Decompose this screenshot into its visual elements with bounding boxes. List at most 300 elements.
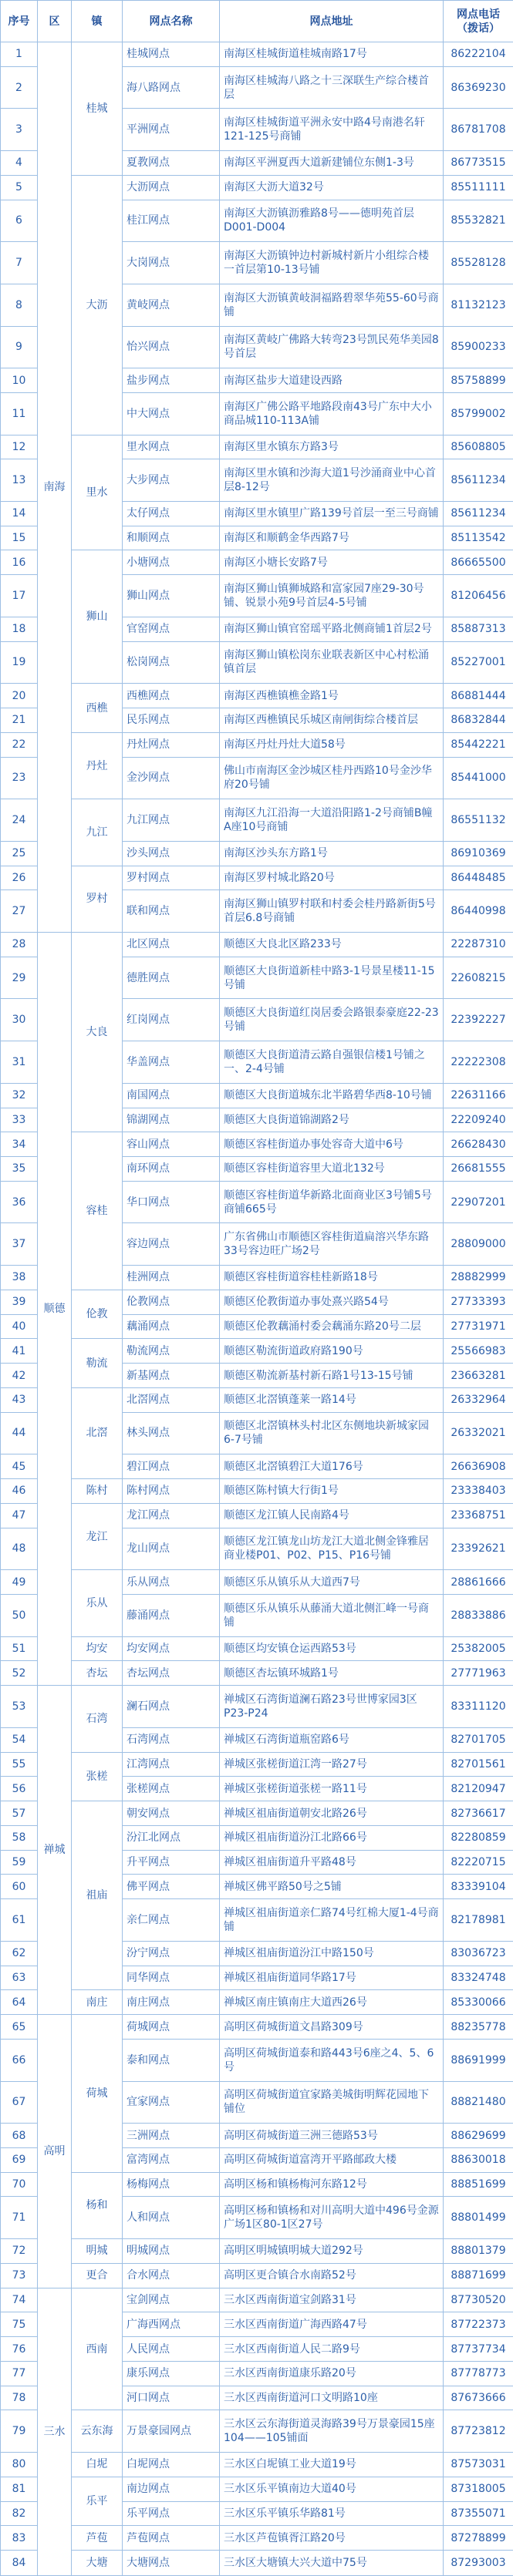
outlet-address: 南海区大沥镇钟边村新城村新片小组综合楼一首层第10-13号铺 <box>220 242 444 284</box>
outlet-address: 三水区白坭镇工业大道19号 <box>220 2453 444 2477</box>
outlet-phone: 26681555 <box>444 1157 513 1182</box>
row-number: 8 <box>1 284 38 326</box>
town-cell: 大塘 <box>72 2551 123 2576</box>
outlet-address: 高明区荷城街道三洲三德路53号 <box>220 2124 444 2148</box>
outlet-name: 中大网点 <box>123 392 220 435</box>
outlet-address: 禅城区佛平路50号之5铺 <box>220 1875 444 1899</box>
row-number: 45 <box>1 1454 38 1479</box>
outlet-name: 南边网点 <box>123 2477 220 2501</box>
outlet-phone: 82701705 <box>444 1727 513 1752</box>
table-row <box>1 175 513 200</box>
outlet-phone: 22287310 <box>444 933 513 957</box>
row-number: 43 <box>1 1387 38 1412</box>
outlet-phone: 83311120 <box>444 1686 513 1728</box>
table-row <box>1 2263 513 2288</box>
row-number: 17 <box>1 575 38 617</box>
outlet-address: 高明区明城镇明城大道292号 <box>220 2239 444 2264</box>
outlet-address: 佛山市南海区金沙城区桂丹西路10号金沙华府20号铺 <box>220 757 444 799</box>
outlet-address: 顺德区大良街道新桂中路3-1号景星楼11-15号铺 <box>220 957 444 999</box>
outlet-address: 南海区广佛公路平地路段南43号广东中大小商品城110-113A铺 <box>220 392 444 435</box>
outlet-name: 广海西网点 <box>123 2312 220 2337</box>
outlet-phone: 27771963 <box>444 1661 513 1686</box>
town-cell: 石湾 <box>72 1686 123 1752</box>
table-row <box>1 1479 513 1504</box>
row-number: 25 <box>1 841 38 866</box>
town-cell: 西樵 <box>72 684 123 733</box>
outlet-name: 容山网点 <box>123 1132 220 1157</box>
outlet-name: 南庄网点 <box>123 1990 220 2015</box>
town-cell: 南庄 <box>72 1990 123 2015</box>
header-no: 序号 <box>1 1 38 42</box>
outlet-phone: 22392227 <box>444 999 513 1041</box>
town-cell: 大沥 <box>72 175 123 435</box>
outlet-address: 顺德区杏坛镇环城路1号 <box>220 1661 444 1686</box>
row-number: 23 <box>1 757 38 799</box>
table-row <box>1 2551 513 2576</box>
header-district: 区 <box>38 1 72 42</box>
outlet-name: 泰和网点 <box>123 2039 220 2081</box>
outlet-address: 南海区黄岐广佛路大转弯23号凯民苑华美园8号首层 <box>220 326 444 368</box>
row-number: 57 <box>1 1801 38 1826</box>
table-row <box>1 2526 513 2551</box>
row-number: 79 <box>1 2410 38 2453</box>
header-outlet-name: 网点名称 <box>123 1 220 42</box>
row-number: 71 <box>1 2197 38 2239</box>
outlet-address: 三水区芦苞镇胥江路20号 <box>220 2526 444 2551</box>
outlet-phone: 86773515 <box>444 151 513 176</box>
row-number: 2 <box>1 66 38 109</box>
outlet-name: 德胜网点 <box>123 957 220 999</box>
town-cell: 明城 <box>72 2239 123 2264</box>
outlet-address: 禅城区祖庙街道升平路48号 <box>220 1850 444 1875</box>
district-cell: 高明 <box>38 2015 72 2288</box>
outlet-address: 三水区西南街道宝剑路31号 <box>220 2288 444 2312</box>
row-number: 61 <box>1 1899 38 1942</box>
row-number: 7 <box>1 242 38 284</box>
outlet-name: 桂江网点 <box>123 200 220 242</box>
row-number: 55 <box>1 1752 38 1777</box>
outlet-phone: 26636908 <box>444 1454 513 1479</box>
outlet-address: 南海区大沥大道32号 <box>220 175 444 200</box>
outlet-phone: 87318005 <box>444 2477 513 2501</box>
row-number: 39 <box>1 1290 38 1314</box>
outlet-address: 南海区狮山镇罗村联和村委会桂丹路新街5号首层6.8号商铺 <box>220 890 444 933</box>
outlet-address: 南海区丹灶丹灶大道58号 <box>220 732 444 757</box>
outlet-name: 佛平网点 <box>123 1875 220 1899</box>
outlet-phone: 88801379 <box>444 2239 513 2264</box>
outlet-address: 顺德区乐从镇乐从大道西7号 <box>220 1570 444 1595</box>
outlet-phone: 27731971 <box>444 1314 513 1339</box>
town-cell: 罗村 <box>72 866 123 932</box>
outlet-address: 南海区平洲夏西大道新建铺位东侧1-3号 <box>220 151 444 176</box>
row-number: 50 <box>1 1595 38 1637</box>
row-number: 60 <box>1 1875 38 1899</box>
row-number: 38 <box>1 1266 38 1290</box>
town-cell: 荷城 <box>72 2015 123 2173</box>
row-number: 3 <box>1 109 38 151</box>
outlet-address: 顺德区勒流新基村新石路1号13-15号铺 <box>220 1364 444 1388</box>
outlet-address: 南海区罗村城北路20号 <box>220 866 444 890</box>
table-row <box>1 866 513 890</box>
table-row <box>1 2239 513 2264</box>
row-number: 56 <box>1 1777 38 1801</box>
outlet-phone: 23368751 <box>444 1503 513 1528</box>
outlet-address: 顺德区大良街道清云路自强银信楼1号铺之一、2-4号铺 <box>220 1041 444 1084</box>
outlet-phone: 87730520 <box>444 2288 513 2312</box>
outlet-name: 联和网点 <box>123 890 220 933</box>
outlet-name: 大岗网点 <box>123 242 220 284</box>
row-number: 82 <box>1 2501 38 2526</box>
header-row <box>1 1 513 42</box>
outlet-name: 升平网点 <box>123 1850 220 1875</box>
outlet-phone: 87278899 <box>444 2526 513 2551</box>
row-number: 74 <box>1 2288 38 2312</box>
outlet-phone: 83324748 <box>444 1966 513 1990</box>
outlet-address: 禅城区石湾街道瓶窑路6号 <box>220 1727 444 1752</box>
row-number: 19 <box>1 641 38 684</box>
row-number: 67 <box>1 2081 38 2124</box>
row-number: 15 <box>1 526 38 550</box>
outlet-phone: 86665500 <box>444 550 513 575</box>
town-cell: 龙江 <box>72 1503 123 1569</box>
outlet-phone: 87723812 <box>444 2410 513 2453</box>
header-town: 镇 <box>72 1 123 42</box>
row-number: 48 <box>1 1528 38 1570</box>
row-number: 16 <box>1 550 38 575</box>
outlet-address: 高明区荷城街道文昌路309号 <box>220 2015 444 2040</box>
outlet-phone: 85113542 <box>444 526 513 550</box>
outlet-name: 澜石网点 <box>123 1686 220 1728</box>
outlet-name: 汾宁网点 <box>123 1941 220 1966</box>
row-number: 81 <box>1 2477 38 2501</box>
row-number: 62 <box>1 1941 38 1966</box>
outlet-name: 宜家网点 <box>123 2081 220 2124</box>
outlet-address: 禅城区张槎街道江湾一路27号 <box>220 1752 444 1777</box>
outlet-address: 禅城区祖庙街道同华路17号 <box>220 1966 444 1990</box>
row-number: 1 <box>1 42 38 67</box>
outlet-phone: 82220715 <box>444 1850 513 1875</box>
outlet-address: 顺德区大良街道城东北半路碧华西8-10号铺 <box>220 1083 444 1108</box>
outlet-name: 江湾网点 <box>123 1752 220 1777</box>
table-row <box>1 2172 513 2197</box>
table-row <box>1 933 513 957</box>
outlet-phone: 85611234 <box>444 501 513 526</box>
outlet-name: 里水网点 <box>123 435 220 459</box>
outlet-name: 张槎网点 <box>123 1777 220 1801</box>
outlet-name: 怡兴网点 <box>123 326 220 368</box>
outlet-phone: 82178981 <box>444 1899 513 1942</box>
outlet-address: 南海区桂城街道桂城南路17号 <box>220 42 444 67</box>
row-number: 24 <box>1 799 38 842</box>
row-number: 70 <box>1 2172 38 2197</box>
outlet-address: 高明区荷城街道富湾开平路邮政大楼 <box>220 2147 444 2172</box>
outlet-phone: 86881444 <box>444 684 513 708</box>
outlet-name: 夏教网点 <box>123 151 220 176</box>
outlet-phone: 86551132 <box>444 799 513 842</box>
outlet-name: 朝安网点 <box>123 1801 220 1826</box>
town-cell: 容桂 <box>72 1132 123 1290</box>
outlet-phone: 88871699 <box>444 2263 513 2288</box>
outlet-address: 禅城区张槎街道张槎一路11号 <box>220 1777 444 1801</box>
district-cell: 禅城 <box>38 1686 72 2015</box>
table-row <box>1 1801 513 1826</box>
outlet-phone: 22907201 <box>444 1181 513 1223</box>
outlet-phone: 86781708 <box>444 109 513 151</box>
outlet-phone: 88235778 <box>444 2015 513 2040</box>
outlet-name: 同华网点 <box>123 1966 220 1990</box>
table-row <box>1 2453 513 2477</box>
town-cell: 杨和 <box>72 2172 123 2238</box>
outlet-name: 红岗网点 <box>123 999 220 1041</box>
outlet-address: 南海区狮山镇官窑瑶平路北侧商铺1首层2号 <box>220 617 444 641</box>
outlet-name: 桂洲网点 <box>123 1266 220 1290</box>
outlet-address: 三水区西南街道广海西路47号 <box>220 2312 444 2337</box>
outlet-phone: 85441000 <box>444 757 513 799</box>
table-row <box>1 799 513 842</box>
outlet-address: 三水区西南街道康乐路20号 <box>220 2361 444 2386</box>
outlet-address: 顺德区大良街道红岗居委会路银泰豪庭22-23号铺 <box>220 999 444 1041</box>
outlet-address: 高明区荷城街道宜家路美城街明辉花园地下铺位 <box>220 2081 444 2124</box>
outlet-address: 顺德区北滘镇林头村北区东侧地块新城家园6-7号铺 <box>220 1412 444 1454</box>
outlet-address: 南海区里水镇和沙海大道1号沙涌商业中心首层8-12号 <box>220 459 444 502</box>
outlet-address: 南海区小塘长安路7号 <box>220 550 444 575</box>
table-row <box>1 1636 513 1661</box>
outlet-phone: 87673666 <box>444 2386 513 2410</box>
row-number: 26 <box>1 866 38 890</box>
outlet-address: 南海区西樵镇民乐城区南闸街综合楼首层 <box>220 708 444 733</box>
row-number: 11 <box>1 392 38 435</box>
outlet-phone: 85799002 <box>444 392 513 435</box>
outlet-address: 顺德区均安镇仓运西路53号 <box>220 1636 444 1661</box>
row-number: 10 <box>1 368 38 393</box>
outlet-name: 容边网点 <box>123 1223 220 1266</box>
row-number: 14 <box>1 501 38 526</box>
row-number: 33 <box>1 1108 38 1132</box>
outlet-phone: 82280859 <box>444 1825 513 1850</box>
outlet-address: 顺德区容桂街道办事处容奇大道中6号 <box>220 1132 444 1157</box>
outlet-phone: 85511111 <box>444 175 513 200</box>
outlet-phone: 88821480 <box>444 2081 513 2124</box>
outlet-address: 顺德区伦教藕涌村委会藕涌东路20号二层 <box>220 1314 444 1339</box>
outlet-phone: 26628430 <box>444 1132 513 1157</box>
outlet-address: 南海区大沥镇黄岐洞福路碧翠华苑55-60号商铺 <box>220 284 444 326</box>
row-number: 49 <box>1 1570 38 1595</box>
outlet-name: 海八路网点 <box>123 66 220 109</box>
table-row <box>1 1661 513 1686</box>
outlet-name: 乐平网点 <box>123 2501 220 2526</box>
outlet-address: 顺德区勒流街道政府路190号 <box>220 1339 444 1364</box>
outlet-phone: 22209240 <box>444 1108 513 1132</box>
table-row <box>1 2477 513 2501</box>
row-number: 9 <box>1 326 38 368</box>
outlet-address: 南海区里水镇里广路139号首层一至三号商铺 <box>220 501 444 526</box>
outlet-phone: 28861666 <box>444 1570 513 1595</box>
outlet-address: 顺德区大良街道锦湖路2号 <box>220 1108 444 1132</box>
outlet-name: 石湾网点 <box>123 1727 220 1752</box>
outlet-phone: 82120947 <box>444 1777 513 1801</box>
outlet-address: 南海区里水镇东方路3号 <box>220 435 444 459</box>
outlet-name: 杏坛网点 <box>123 1661 220 1686</box>
outlet-phone: 22222308 <box>444 1041 513 1084</box>
outlet-phone: 88691999 <box>444 2039 513 2081</box>
town-cell: 伦教 <box>72 1290 123 1339</box>
outlet-address: 禅城区石湾街道澜石路23号世博家园3区P23-P24 <box>220 1686 444 1728</box>
outlet-name: 平洲网点 <box>123 109 220 151</box>
outlet-address: 顺德区容桂街道容里大道北132号 <box>220 1157 444 1182</box>
town-cell: 更合 <box>72 2263 123 2288</box>
outlet-name: 三洲网点 <box>123 2124 220 2148</box>
outlet-phone: 25566983 <box>444 1339 513 1364</box>
outlet-phone: 87293003 <box>444 2551 513 2576</box>
row-number: 83 <box>1 2526 38 2551</box>
table-row <box>1 1290 513 1314</box>
outlet-address: 高明区更合镇合水南路52号 <box>220 2263 444 2288</box>
outlet-name: 沙头网点 <box>123 841 220 866</box>
row-number: 32 <box>1 1083 38 1108</box>
outlet-address: 顺德区龙江镇人民南路4号 <box>220 1503 444 1528</box>
town-cell: 里水 <box>72 435 123 550</box>
outlet-name: 华盖网点 <box>123 1041 220 1084</box>
outlet-phone: 87355071 <box>444 2501 513 2526</box>
outlet-name: 盐步网点 <box>123 368 220 393</box>
outlet-name: 碧江网点 <box>123 1454 220 1479</box>
outlet-phone: 88801499 <box>444 2197 513 2239</box>
row-number: 76 <box>1 2337 38 2362</box>
town-cell: 均安 <box>72 1636 123 1661</box>
outlet-phone: 23338403 <box>444 1479 513 1504</box>
table-row <box>1 2410 513 2453</box>
outlet-name: 河口网点 <box>123 2386 220 2410</box>
outlet-phone: 87722373 <box>444 2312 513 2337</box>
outlet-phone: 85608805 <box>444 435 513 459</box>
outlet-address: 顺德区容桂街道华新路北面商业区3号铺5号商铺665号 <box>220 1181 444 1223</box>
town-cell: 大良 <box>72 933 123 1132</box>
outlet-name: 陈村网点 <box>123 1479 220 1504</box>
outlet-address: 顺德区大良北区路233号 <box>220 933 444 957</box>
outlet-phone: 28833886 <box>444 1595 513 1637</box>
outlet-phone: 87778773 <box>444 2361 513 2386</box>
row-number: 66 <box>1 2039 38 2081</box>
outlet-name: 大沥网点 <box>123 175 220 200</box>
outlet-name: 杨梅网点 <box>123 2172 220 2197</box>
outlet-name: 龙山网点 <box>123 1528 220 1570</box>
outlet-name: 万景豪园网点 <box>123 2410 220 2453</box>
outlet-name: 金沙网点 <box>123 757 220 799</box>
outlet-name: 罗村网点 <box>123 866 220 890</box>
row-number: 73 <box>1 2263 38 2288</box>
row-number: 20 <box>1 684 38 708</box>
outlet-address: 三水区西南街道人民二路9号 <box>220 2337 444 2362</box>
row-number: 54 <box>1 1727 38 1752</box>
outlet-name: 芦苞网点 <box>123 2526 220 2551</box>
row-number: 21 <box>1 708 38 733</box>
row-number: 28 <box>1 933 38 957</box>
table-row <box>1 732 513 757</box>
row-number: 4 <box>1 151 38 176</box>
outlet-address: 禅城区祖庙街道朝安北路26号 <box>220 1801 444 1826</box>
row-number: 59 <box>1 1850 38 1875</box>
outlet-phone: 86910369 <box>444 841 513 866</box>
town-cell: 西南 <box>72 2288 123 2410</box>
outlet-address: 南海区大沥镇沥雅路8号——德明苑首层D001-D004 <box>220 200 444 242</box>
table-row <box>1 1752 513 1777</box>
outlet-name: 藕涌网点 <box>123 1314 220 1339</box>
outlet-phone: 85532821 <box>444 200 513 242</box>
outlet-name: 小塘网点 <box>123 550 220 575</box>
outlet-phone: 26332964 <box>444 1387 513 1412</box>
row-number: 80 <box>1 2453 38 2477</box>
header-outlet-phone: 网点电话 （拨话） <box>444 1 513 42</box>
outlet-name: 大步网点 <box>123 459 220 502</box>
outlet-phone: 88851699 <box>444 2172 513 2197</box>
outlet-phone: 87573031 <box>444 2453 513 2477</box>
table-row <box>1 435 513 459</box>
outlet-name: 汾江北网点 <box>123 1825 220 1850</box>
outlet-phone: 86222104 <box>444 42 513 67</box>
outlet-name: 宝剑网点 <box>123 2288 220 2312</box>
outlet-address: 三水区乐平镇南边大道40号 <box>220 2477 444 2501</box>
outlet-phone: 86448485 <box>444 866 513 890</box>
outlet-name: 锦湖网点 <box>123 1108 220 1132</box>
outlet-address: 高明区杨和镇杨和对川高明大道中496号金源广场1区80-1区27号 <box>220 2197 444 2239</box>
town-cell: 丹灶 <box>72 732 123 799</box>
outlet-phone: 88629699 <box>444 2124 513 2148</box>
row-number: 63 <box>1 1966 38 1990</box>
district-cell: 南海 <box>38 42 72 933</box>
row-number: 75 <box>1 2312 38 2337</box>
row-number: 47 <box>1 1503 38 1528</box>
town-cell: 祖庙 <box>72 1801 123 1990</box>
outlet-name: 大塘网点 <box>123 2551 220 2576</box>
outlet-address: 顺德区伦教街道办事处熹兴路54号 <box>220 1290 444 1314</box>
outlet-name: 官窑网点 <box>123 617 220 641</box>
outlet-name: 明城网点 <box>123 2239 220 2264</box>
row-number: 34 <box>1 1132 38 1157</box>
outlet-name: 民乐网点 <box>123 708 220 733</box>
row-number: 5 <box>1 175 38 200</box>
row-number: 53 <box>1 1686 38 1728</box>
row-number: 36 <box>1 1181 38 1223</box>
district-cell: 三水 <box>38 2288 72 2575</box>
row-number: 35 <box>1 1157 38 1182</box>
outlet-address: 三水区大塘镇大兴大道中75号 <box>220 2551 444 2576</box>
outlet-address: 南海区沙头东方路1号 <box>220 841 444 866</box>
outlet-address: 三水区西南街道河口文明路10座 <box>220 2386 444 2410</box>
outlet-name: 康乐网点 <box>123 2361 220 2386</box>
table-header <box>1 1 513 42</box>
row-number: 51 <box>1 1636 38 1661</box>
outlet-phone: 87737734 <box>444 2337 513 2362</box>
outlet-phone: 86369230 <box>444 66 513 109</box>
outlet-phone: 85330066 <box>444 1990 513 2015</box>
town-cell: 陈村 <box>72 1479 123 1504</box>
town-cell: 乐从 <box>72 1570 123 1636</box>
outlet-phone: 81132123 <box>444 284 513 326</box>
outlet-address: 三水区乐平镇乐华路81号 <box>220 2501 444 2526</box>
outlet-phone: 86440998 <box>444 890 513 933</box>
outlet-phone: 86832844 <box>444 708 513 733</box>
row-number: 42 <box>1 1364 38 1388</box>
outlet-name: 新基网点 <box>123 1364 220 1388</box>
outlet-address: 顺德区陈村镇大行街1号 <box>220 1479 444 1504</box>
outlet-phone: 22608215 <box>444 957 513 999</box>
town-cell: 云东海 <box>72 2410 123 2453</box>
outlet-phone: 27733393 <box>444 1290 513 1314</box>
outlet-address: 顺德区北滘镇碧江大道176号 <box>220 1454 444 1479</box>
table-row <box>1 2288 513 2312</box>
outlet-name: 龙江网点 <box>123 1503 220 1528</box>
outlet-phone: 82701561 <box>444 1752 513 1777</box>
